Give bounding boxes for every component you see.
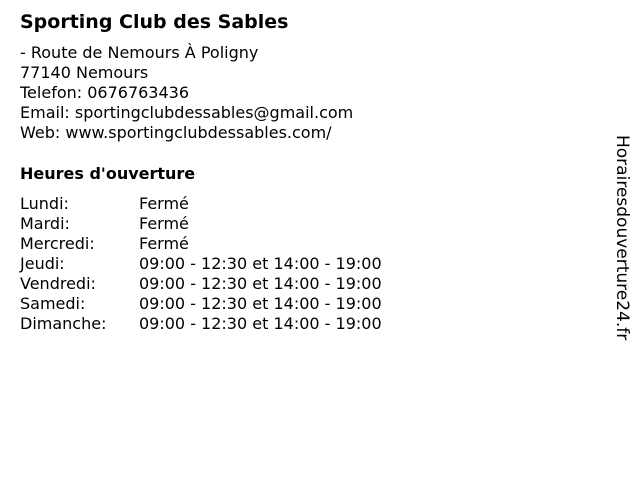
day-label: Dimanche: xyxy=(20,314,107,333)
day-hours: Fermé xyxy=(139,194,189,213)
day-label: Vendredi: xyxy=(20,274,96,293)
contact-block xyxy=(20,43,353,143)
day-label: Mardi: xyxy=(20,214,70,233)
website-line: Web: www.sportingclubdessables.com/ xyxy=(20,123,332,142)
day-hours: 09:00 - 12:30 et 14:00 - 19:00 xyxy=(139,314,382,333)
day-label: Mercredi: xyxy=(20,234,95,253)
day-hours: Fermé xyxy=(139,234,189,253)
address-street: - Route de Nemours À Poligny xyxy=(20,43,259,62)
day-hours: Fermé xyxy=(139,214,189,233)
day-hours: 09:00 - 12:30 et 14:00 - 19:00 xyxy=(139,274,382,293)
day-hours: 09:00 - 12:30 et 14:00 - 19:00 xyxy=(139,254,382,273)
phone-line: Telefon: 0676763436 xyxy=(20,83,190,102)
day-label: Lundi: xyxy=(20,194,69,213)
day-hours: 09:00 - 12:30 et 14:00 - 19:00 xyxy=(139,294,382,313)
email-line: Email: sportingclubdessables@gmail.com xyxy=(20,103,354,122)
hours-heading: Heures d'ouverture xyxy=(20,164,196,183)
site-watermark: Horairesdouverture24.fr xyxy=(612,135,632,341)
business-name: Sporting Club des Sables xyxy=(20,11,289,33)
day-label: Samedi: xyxy=(20,294,86,313)
day-label: Jeudi: xyxy=(20,254,65,273)
address-city: 77140 Nemours xyxy=(20,63,149,82)
